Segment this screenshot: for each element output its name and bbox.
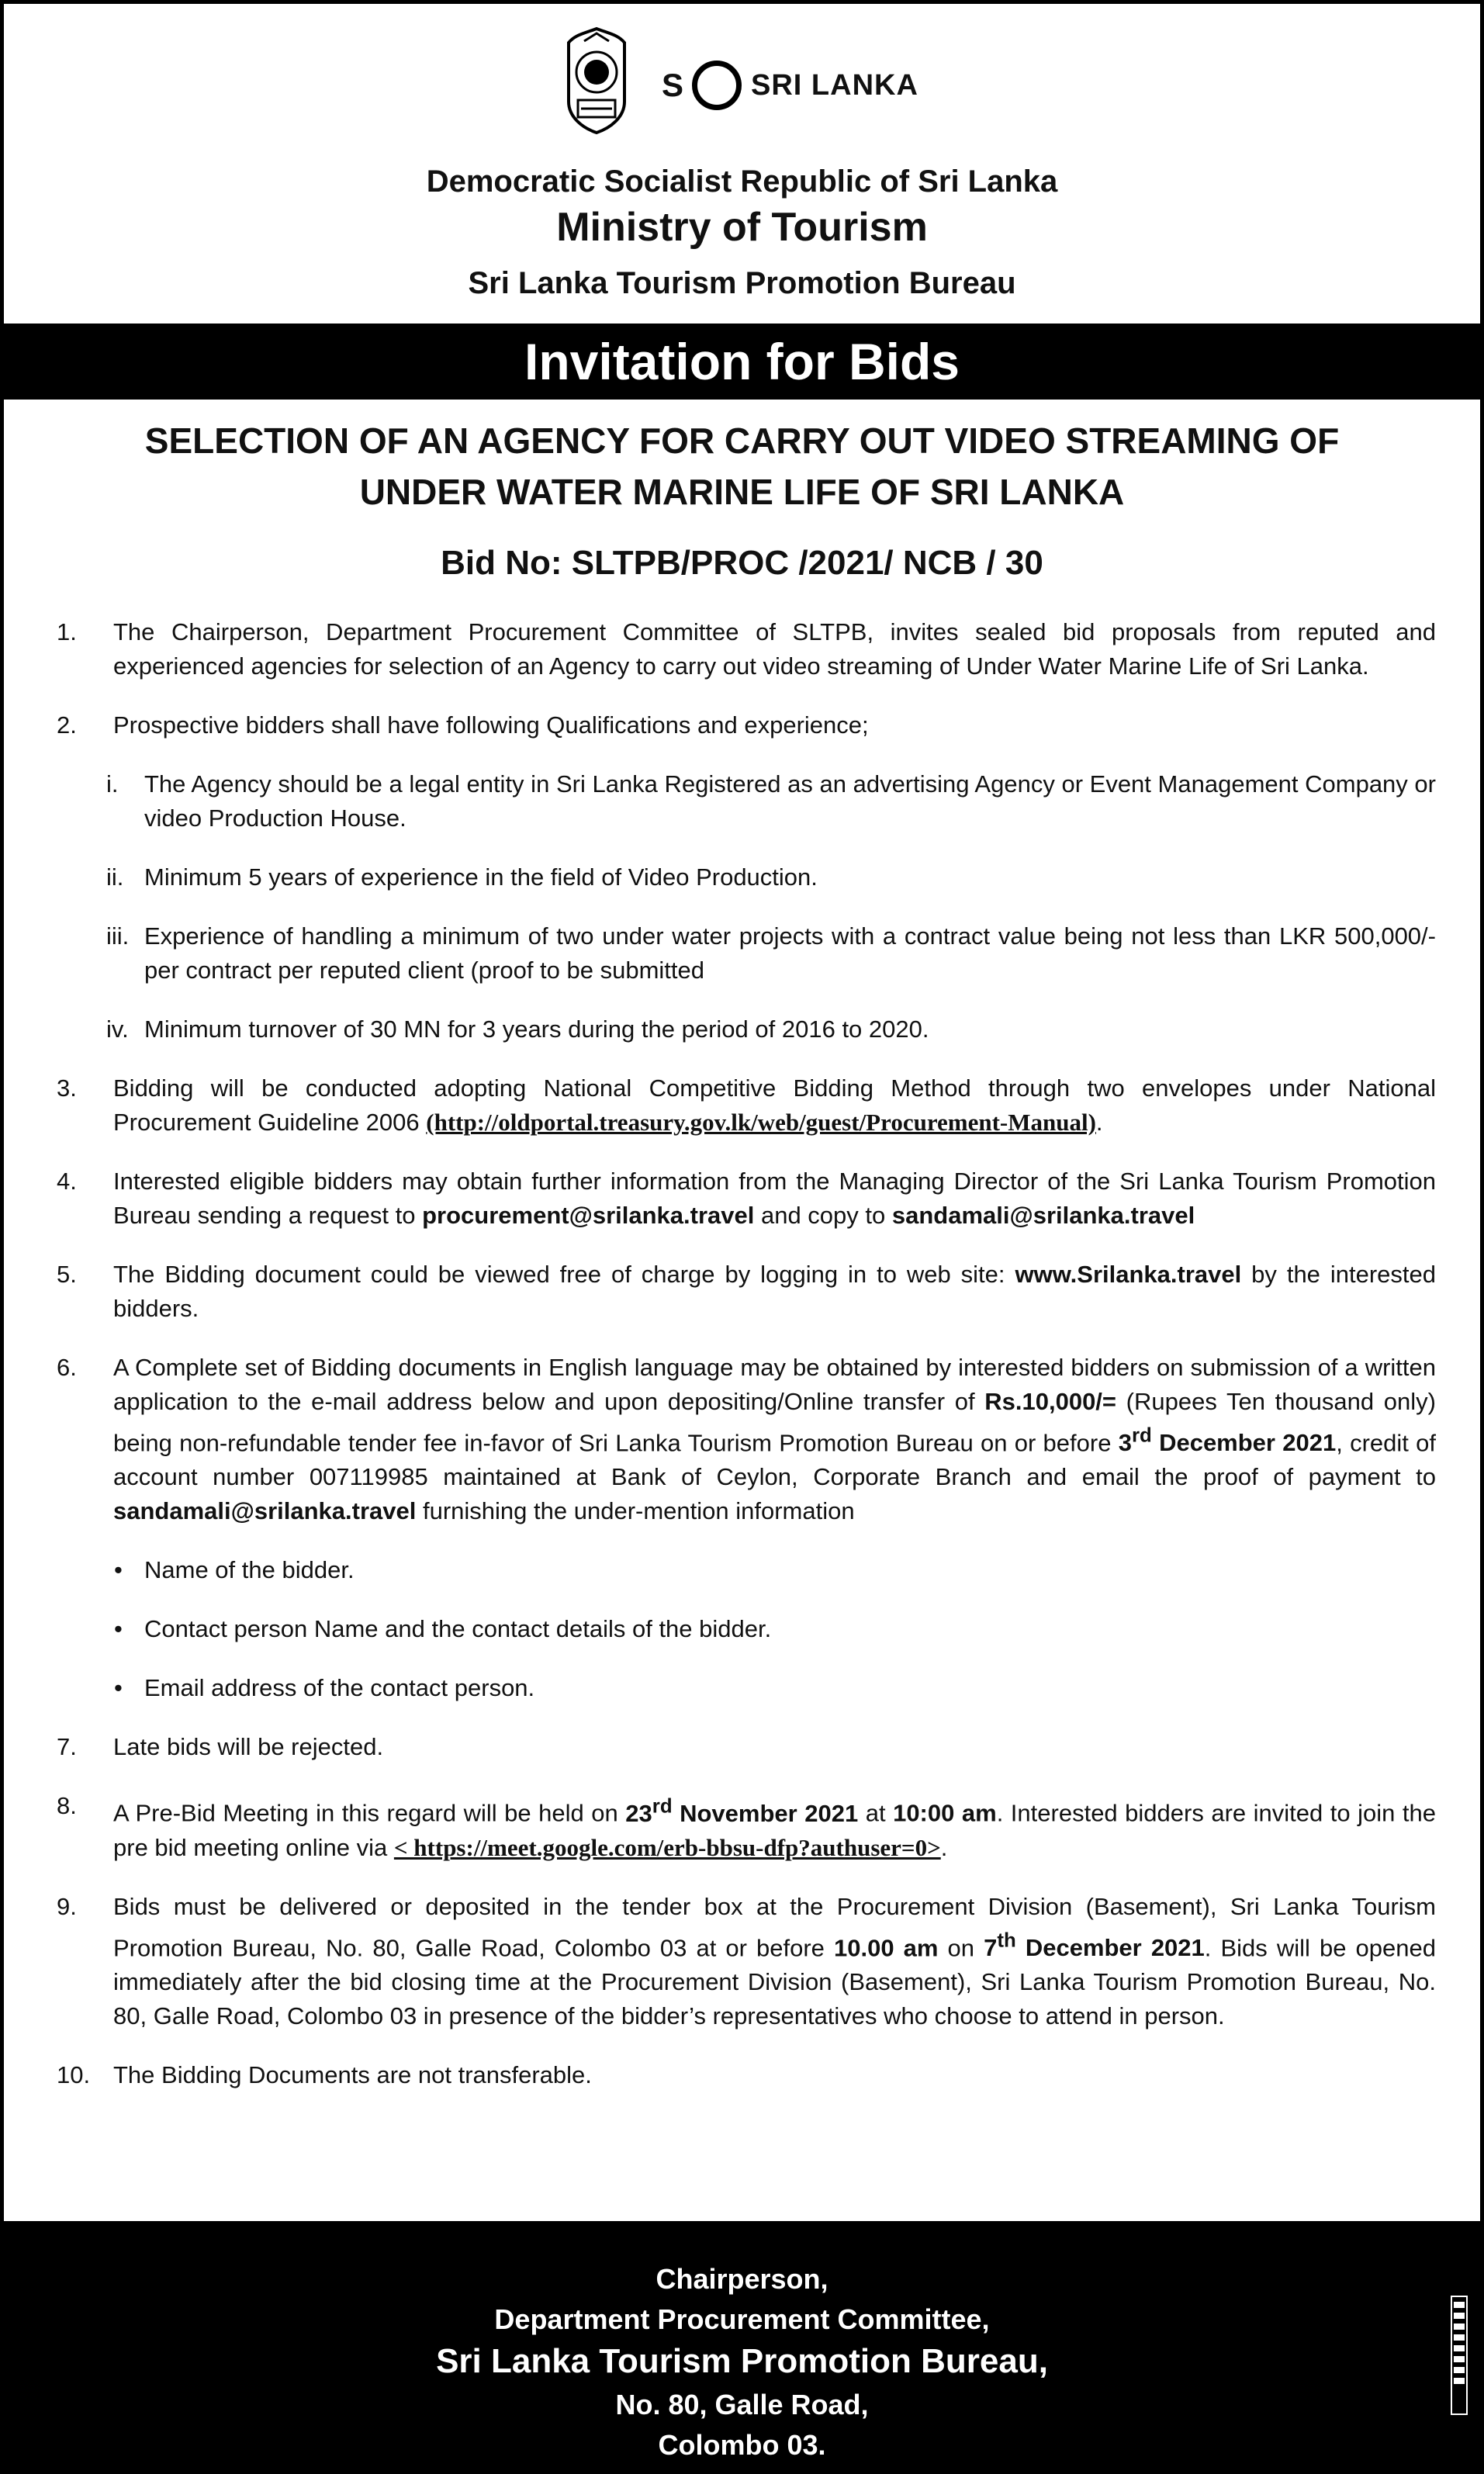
- sub-item-number: iv.: [106, 1016, 129, 1043]
- item-text: at: [858, 1799, 894, 1827]
- item-text: Bids must be delivered or deposited in the tender box at the Procurement Division (Basement), Sri Lanka Tourism Promotion Bureau, No. 80, Galle Road, Colombo 03 at or before: [113, 1892, 1436, 1961]
- bullet-item: [57, 1553, 1436, 1587]
- header-ministry: Ministry of Tourism: [556, 205, 928, 250]
- closing-time: 10.00 am: [834, 1933, 939, 1961]
- item-text: on: [938, 1933, 984, 1961]
- brand-ring-icon: [692, 61, 742, 110]
- date-suffix: rd: [652, 1795, 673, 1818]
- header-bureau: Sri Lanka Tourism Promotion Bureau: [468, 266, 1016, 300]
- title-line-1: SELECTION OF AN AGENCY FOR CARRY OUT VIDEO STREAMING OF: [144, 420, 1340, 461]
- meeting-link[interactable]: < https://meet.google.com/erb-bbsu-dfp?authuser=0>: [393, 1833, 941, 1861]
- item-number: 8.: [57, 1792, 77, 1820]
- sub-item-number: iii.: [106, 922, 130, 950]
- item-text: . Bids will be opened immediately after the bid closing time at the Procurement Division (Basement), Sri Lanka Tourism Promotion Bureau, No. 80, Galle Road, Colombo 03 in presence of the bidder’s representatives who choose to attend in person.: [113, 1933, 1436, 2029]
- list-item: [57, 1789, 1436, 1864]
- footer-address: No. 80, Galle Road,: [615, 2389, 869, 2420]
- item-text: Interested eligible bidders may obtain further information from the Managing Director of the Sri Lanka Tourism Promotion Bureau sending a request to: [113, 1168, 1436, 1229]
- date-month-year: December 2021: [1151, 1429, 1337, 1457]
- payment-email-link[interactable]: sandamali@srilanka.travel: [113, 1497, 417, 1525]
- item-text: Late bids will be rejected.: [113, 1733, 384, 1761]
- item-number: 5.: [57, 1261, 77, 1288]
- sub-item: [57, 919, 1436, 988]
- sub-item: [57, 860, 1436, 894]
- brand-name: SRI LANKA: [751, 68, 918, 102]
- item-number: 10.: [57, 2061, 91, 2088]
- contact-email-link[interactable]: sandamali@srilanka.travel: [891, 1202, 1195, 1229]
- notice-title: [50, 415, 1434, 517]
- item-text: by the interested bidders.: [113, 1261, 1436, 1322]
- footer-bureau: Sri Lanka Tourism Promotion Bureau,: [436, 2342, 1048, 2380]
- item-number: 2.: [57, 711, 77, 739]
- item-text: (Rupees Ten thousand only) being non-refundable tender fee in-favor of Sri Lanka Tourism Promotion Bureau on or before: [113, 1388, 1436, 1457]
- list-item: [57, 2058, 1436, 2092]
- sub-item: [57, 767, 1436, 836]
- tender-fee: Rs.10,000/=: [984, 1388, 1117, 1415]
- item-text: and copy to: [754, 1202, 892, 1229]
- sub-item-text: Minimum 5 years of experience in the field of Video Production.: [144, 863, 818, 891]
- date-day: 3: [1118, 1429, 1132, 1457]
- date-month-year: November 2021: [672, 1799, 859, 1827]
- item-number: 3.: [57, 1074, 77, 1102]
- bullet-text: Name of the bidder.: [144, 1556, 355, 1584]
- footer-chairperson: Chairperson,: [656, 2263, 828, 2295]
- footer-signature: [4, 2221, 1480, 2470]
- item-text: The Bidding Documents are not transferable.: [113, 2061, 592, 2088]
- bullet-dot: •: [114, 1556, 123, 1584]
- item-text: , credit of account number 007119985 maintained at Bank of Ceylon, Corporate Branch and email the proof of payment to: [113, 1429, 1437, 1491]
- list-item: [57, 1890, 1436, 2033]
- sub-item-number: ii.: [106, 863, 124, 891]
- pre-bid-date: [625, 1795, 859, 1827]
- date-month-year: December 2021: [1015, 1933, 1205, 1961]
- bullet-item: [57, 1612, 1436, 1646]
- date-day: 23: [625, 1799, 652, 1827]
- item-text: . Interested bidders are invited to join the pre bid meeting online via: [113, 1799, 1436, 1861]
- header: [4, 4, 1480, 324]
- item-text: furnishing the under-mention information: [416, 1497, 855, 1525]
- item-text: Bidding will be conducted adopting National Competitive Bidding Method through two envelopes under National Procurement Guideline 2006: [113, 1074, 1436, 1136]
- list-item: [57, 708, 1436, 742]
- bullet-text: Contact person Name and the contact details of the bidder.: [144, 1615, 772, 1643]
- item-text: .: [940, 1833, 948, 1861]
- item-text: A Complete set of Bidding documents in English language may be obtained by interested bidders on submission of a written application to the e-mail address below and upon depositing/Online transfer of: [113, 1354, 1436, 1415]
- bullet-dot: •: [114, 1674, 123, 1702]
- title-line-2: UNDER WATER MARINE LIFE OF SRI LANKA: [359, 472, 1125, 512]
- pre-bid-time: 10:00 am: [893, 1799, 997, 1827]
- item-text: A Pre-Bid Meeting in this regard will be held on: [113, 1799, 626, 1827]
- ad-code-mark: [1451, 2296, 1468, 2415]
- procurement-manual-link[interactable]: (http://oldportal.treasury.gov.lk/web/guest/Procurement-Manual): [426, 1109, 1096, 1136]
- closing-date: [984, 1929, 1205, 1961]
- logo-row: [561, 26, 964, 142]
- fee-deadline: [1118, 1425, 1337, 1457]
- list-item: [57, 1730, 1436, 1764]
- bullet-item: [57, 1671, 1436, 1705]
- header-republic: Democratic Socialist Republic of Sri Lanka: [426, 164, 1058, 199]
- list-item: [57, 1258, 1436, 1326]
- item-number: 9.: [57, 1892, 77, 1920]
- brand-s: S: [662, 67, 685, 103]
- date-suffix: th: [997, 1929, 1016, 1952]
- list-item: [57, 615, 1436, 683]
- item-text: Prospective bidders shall have following Qualifications and experience;: [113, 711, 869, 739]
- website-link[interactable]: www.Srilanka.travel: [1015, 1261, 1242, 1288]
- item-text: .: [1095, 1109, 1103, 1136]
- list-item: [57, 1164, 1436, 1233]
- bullet-text: Email address of the contact person.: [144, 1674, 535, 1702]
- date-day: 7: [984, 1933, 998, 1961]
- item-text: The Bidding document could be viewed free of charge by logging in to web site:: [113, 1261, 1015, 1288]
- item-number: 7.: [57, 1733, 77, 1761]
- item-number: 6.: [57, 1354, 77, 1381]
- item-number: 1.: [57, 618, 77, 645]
- invitation-banner: Invitation for Bids: [4, 324, 1480, 400]
- sub-item-text: Experience of handling a minimum of two under water projects with a contract value being not less than LKR 500,000/- per contract per reputed client (proof to be submitted: [144, 922, 1436, 984]
- procurement-email-link[interactable]: procurement@srilanka.travel: [422, 1202, 755, 1229]
- notice-body: [57, 615, 1436, 2117]
- so-sri-lanka-logo: [662, 58, 918, 112]
- footer-committee: Department Procurement Committee,: [494, 2303, 990, 2335]
- sub-item-number: i.: [106, 770, 119, 798]
- sub-item-text: The Agency should be a legal entity in Sri Lanka Registered as an advertising Agency or Event Management Company or video Production House.: [144, 770, 1436, 832]
- date-suffix: rd: [1131, 1425, 1152, 1447]
- list-item: [57, 1071, 1436, 1140]
- list-item: [57, 1351, 1436, 1528]
- item-number: 4.: [57, 1168, 77, 1195]
- bullet-dot: •: [114, 1615, 123, 1643]
- bid-number: Bid No: SLTPB/PROC /2021/ NCB / 30: [441, 544, 1043, 582]
- sub-item: [57, 1012, 1436, 1047]
- sub-item-text: Minimum turnover of 30 MN for 3 years during the period of 2016 to 2020.: [144, 1016, 929, 1043]
- item-text: The Chairperson, Department Procurement Committee of SLTPB, invites sealed bid proposals from reputed and experienced agencies for selection of an Agency to carry out video streaming of Under Water Marine Life of Sri Lanka.: [113, 618, 1436, 680]
- national-emblem-icon: [561, 26, 632, 136]
- footer-city: Colombo 03.: [658, 2429, 826, 2461]
